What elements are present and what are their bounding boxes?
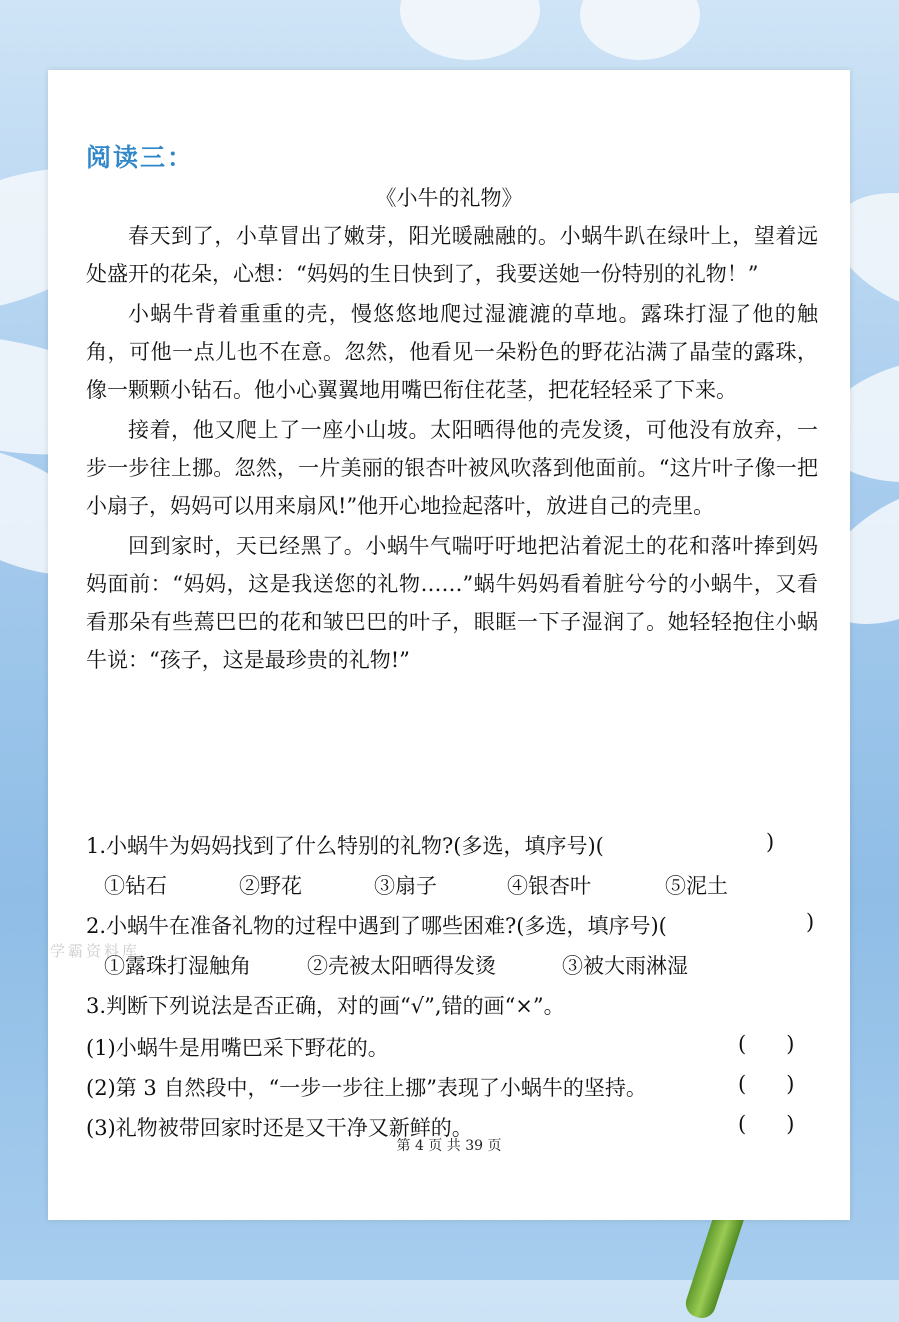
question-2-text: 2.小蜗牛在准备礼物的过程中遇到了哪些困难?(多选，填序号)( xyxy=(86,914,667,938)
background-petal xyxy=(400,0,540,60)
question-1-text: 1.小蜗牛为妈妈找到了什么特别的礼物?(多选，填序号)( xyxy=(86,834,604,858)
paragraph: 回到家时，天已经黑了。小蜗牛气喘吁吁地把沾着泥土的花和落叶捧到妈妈面前：“妈妈，这是我送您的礼物……”蜗牛妈妈看着脏兮兮的小蜗牛，又看看那朵有些蔫巴巴的花和皱巴巴的叶子，眼眶一下子湿润了。她轻轻抱住小蜗牛说：“孩子，这是最珍贵的礼物!” xyxy=(86,534,818,672)
question-2-close-paren[interactable]: ) xyxy=(806,910,815,934)
answer-bracket[interactable]: ( ) xyxy=(738,1072,795,1096)
answer-bracket[interactable]: ( ) xyxy=(738,1032,795,1056)
judgement-item: (1)小蜗牛是用嘴巴采下野花的。 xyxy=(86,1036,389,1060)
question-2-options xyxy=(104,950,688,980)
option: ⑤泥土 xyxy=(665,874,728,898)
option: ②壳被太阳晒得发烫 xyxy=(307,954,496,978)
paragraph: 接着，他又爬上了一座小山坡。太阳晒得他的壳发烫，可他没有放弃，一步一步往上挪。忽然，一片美丽的银杏叶被风吹落到他面前。“这片叶子像一把小扇子，妈妈可以用来扇风!”他开心地捡起落叶，放进自己的壳里。 xyxy=(86,418,818,518)
judgement-item: (2)第 3 自然段中，“一步一步往上挪”表现了小蜗牛的坚持。 xyxy=(86,1076,647,1100)
judgement-item: (3)礼物被带回家时还是又干净又新鲜的。 xyxy=(86,1116,473,1140)
answer-bracket[interactable]: ( ) xyxy=(738,1112,795,1136)
option: ③被大雨淋湿 xyxy=(562,954,688,978)
paragraph: 小蜗牛背着重重的壳，慢悠悠地爬过湿漉漉的草地。露珠打湿了他的触角，可他一点儿也不在意。忽然，他看见一朵粉色的野花沾满了晶莹的露珠，像一颗颗小钻石。他小心翼翼地用嘴巴衔住花茎，把花轻轻采了下来。 xyxy=(86,302,818,402)
story-body xyxy=(86,217,818,681)
question-2 xyxy=(86,910,818,940)
background-petal xyxy=(580,0,700,60)
question-3 xyxy=(86,990,818,1020)
worksheet-page xyxy=(48,70,850,1220)
question-3-text: 3.判断下列说法是否正确，对的画“√”,错的画“×”。 xyxy=(86,994,565,1018)
option: ①钻石 xyxy=(104,874,167,898)
option: ①露珠打湿触角 xyxy=(104,954,251,978)
section-title: 阅读三： xyxy=(86,143,195,172)
story-title: 《小牛的礼物》 xyxy=(375,186,523,210)
question-1-options xyxy=(104,870,728,900)
question-1-close-paren[interactable]: ) xyxy=(766,830,775,854)
option: ②野花 xyxy=(239,874,302,898)
option: ④银杏叶 xyxy=(507,874,591,898)
question-1 xyxy=(86,830,818,860)
paragraph: 春天到了，小草冒出了嫩芽，阳光暖融融的。小蜗牛趴在绿叶上，望着远处盛开的花朵，心想：“妈妈的生日快到了，我要送她一份特别的礼物！” xyxy=(86,224,818,286)
option: ③扇子 xyxy=(374,874,437,898)
watermark: 学霸资料库 xyxy=(50,942,141,960)
page-number: 第 4 页 共 39 页 xyxy=(396,1138,502,1154)
